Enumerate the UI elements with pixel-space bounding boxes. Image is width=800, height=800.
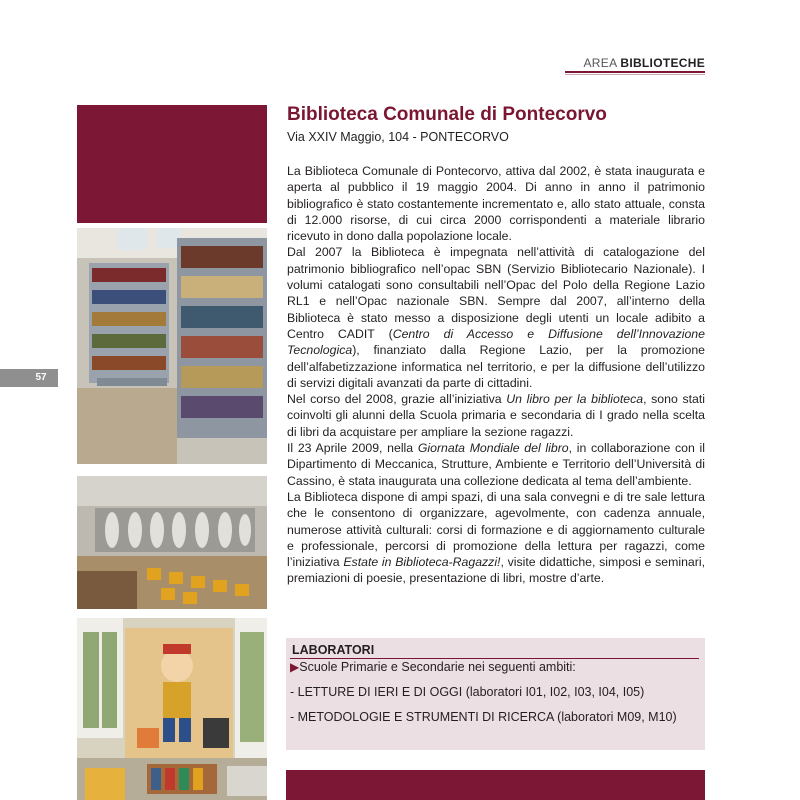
laboratori-box — [286, 638, 705, 750]
paragraph-4-part-a: Il 23 Aprile 2009, nella — [287, 441, 418, 456]
photo-library-shelves — [77, 228, 267, 464]
laboratori-intro — [290, 660, 576, 674]
paragraph-1: La Biblioteca Comunale di Pontecorvo, attiva dal 2002, è stata inaugurata e aperta al pubblico il 19 maggio 2004. Di anno in anno il patrimonio bibliografico è stato costantemente incrementato e, allo stato attuale, consta di 12.000 risorse, di cui circa 2000 corrispondenti a materiale librario ricevuto in dono dalla popolazione locale. — [287, 164, 705, 244]
decorative-maroon-block — [77, 105, 267, 223]
paragraph-5 — [287, 489, 705, 587]
paragraph-5-part-b: , visite didattiche, simposi e seminari, premiazioni di poesie, presentazione di libri, mostre d’arte. — [287, 555, 705, 586]
paragraph-2-part-b: ), finanziato dalla Regione Lazio, per la promozione dell’alfabetizzazione informatica nel territorio, e per la diffusione dell’utilizzo di servizi digitali avanzati da parte di cittadini. — [287, 343, 705, 390]
paragraph-3 — [287, 391, 705, 440]
header-rule — [565, 71, 705, 73]
page-number-tab — [0, 369, 58, 387]
section-header-prefix: AREA — [583, 56, 617, 70]
triangle-right-icon: ▶ — [290, 660, 300, 674]
laboratori-item: - LETTURE DI IERI E DI OGGI (laboratori I01, I02, I03, I04, I05) — [290, 685, 645, 699]
paragraph-2-part-a: Dal 2007 la Biblioteca è impegnata nell’attività di catalogazione del patrimonio bibliografico nell’opac SBN (Servizio Bibliotecario Nazionale). I volumi catalogati sono consultabili nell’Opac del Polo della Regione Lazio RL1 e nell’Opac nazionale SBN. Sempre dal 2007, all’interno della Biblioteca è stato messo a disposizione degli utenti un locale adibito a Centro CADIT ( — [287, 245, 705, 341]
page-title: Biblioteca Comunale di Pontecorvo — [287, 104, 607, 125]
section-header — [584, 56, 706, 70]
paragraph-3-emphasis: Un libro per la biblioteca — [506, 392, 644, 407]
laboratori-intro-text: Scuole Primarie e Secondarie nei seguenti ambiti: — [299, 660, 576, 674]
laboratori-title: LABORATORI — [292, 643, 375, 657]
body-text — [287, 163, 705, 587]
paragraph-5-emphasis: Estate in Biblioteca-Ragazzi! — [343, 555, 501, 570]
paragraph-4 — [287, 440, 705, 489]
library-address: Via XXIV Maggio, 104 - PONTECORVO — [287, 130, 509, 144]
paragraph-3-part-a: Nel corso del 2008, grazie all’iniziativa — [287, 392, 507, 407]
paragraph-4-emphasis: Giornata Mondiale del libro — [417, 441, 569, 456]
paragraph-5-part-a: La Biblioteca dispone di ampi spazi, di una sala convegni e di tre sale lettura che le consentono di organizzare, agevolmente, con cadenza annuale, numerose attività culturali: corsi di formazione e di aggiornamento culturale e professionale, percorsi di promozione della lettura per ragazzi, come l’iniziativa — [287, 489, 705, 570]
photo-children-room — [77, 618, 267, 800]
header-rule-thin — [565, 74, 705, 75]
laboratori-item: - METODOLOGIE E STRUMENTI DI RICERCA (laboratori M09, M10) — [290, 710, 677, 724]
paragraph-2 — [287, 244, 705, 391]
paragraph-4-part-b: , in collaborazione con il Dipartimento di Meccanica, Strutture, Ambiente e Territorio dell’Università di Cassino, è stata inaugurata una collezione dedicata al tema dell’ambiente. — [287, 441, 706, 488]
section-header-bold: BIBLIOTECHE — [620, 56, 705, 70]
page-number: 57 — [35, 372, 47, 383]
decorative-bottom-bar — [286, 770, 705, 800]
paragraph-3-part-b: , sono stati coinvolti gli alunni della Scuola primaria e secondaria di I grado nella scelta di libri da acquistare per ampliare la sezione ragazzi. — [287, 392, 705, 439]
laboratori-rule — [290, 658, 699, 659]
photo-conference-hall — [77, 476, 267, 609]
paragraph-2-emphasis: Centro di Accesso e Diffusione dell’Innovazione Tecnologica — [287, 326, 705, 358]
